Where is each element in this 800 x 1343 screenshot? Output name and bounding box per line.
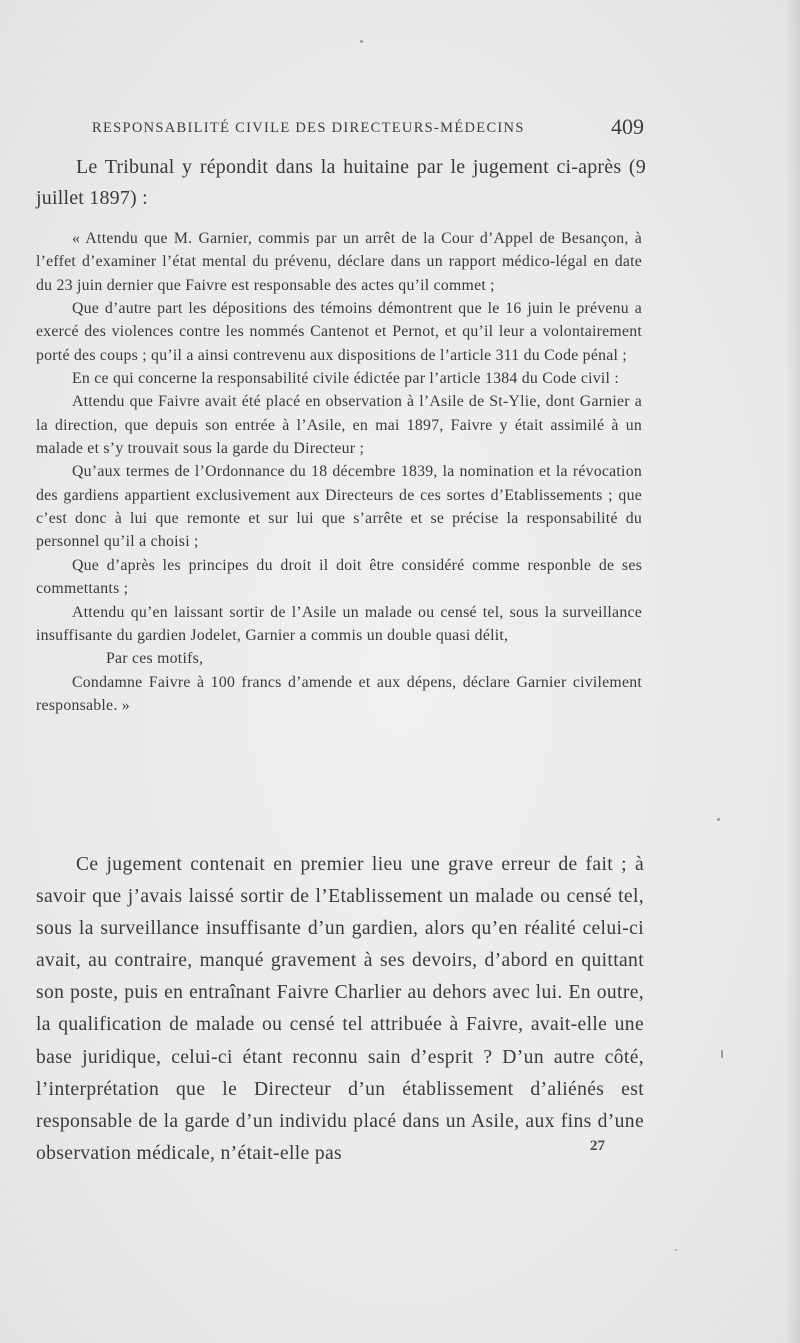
page-edge-shadow [786, 0, 800, 1343]
quote-paragraph: Que d’après les principes du droit il doit être considéré comme responble de ses commettants ; [36, 556, 642, 598]
quote-paragraph: Attendu que Faivre avait été placé en observation à l’Asile de St-Ylie, dont Garnier a la direction, que depuis son entrée à l’Asile, en mai 1897, Faivre y était assimilé à un malade et s’y trouvait sous la garde du Directeur ; [36, 393, 642, 458]
paper-speck [360, 40, 363, 43]
quote-paragraph: Qu’aux termes de l’Ordonnance du 18 décembre 1839, la nomination et la révocation des gardiens appartient exclusivement aux Directeurs de ces sortes d’Etablissements ; que c’est donc à lui que remonte et sur lui que s’arrête et se précise la responsabilité du personnel qu’il a choisi ; [36, 463, 642, 551]
intro-paragraph: Le Tribunal y répondit dans la huitaine par le jugement ci-après (9 juillet 1897) : [36, 156, 646, 209]
paper-speck [675, 1249, 677, 1251]
running-title: RESPONSABILITÉ CIVILE DES DIRECTEURS-MÉDECINS [92, 120, 525, 136]
quote-paragraph: Attendu qu’en laissant sortir de l’Asile un malade ou censé tel, sous la surveillance insuffisante du gardien Jodelet, Garnier a commis un double quasi délit, [36, 603, 642, 644]
main-paragraph: Ce jugement contenait en premier lieu une grave erreur de fait ; à savoir que j’avais laissé sortir de l’Etablissement un malade ou censé tel, sous la surveillance insuffisante d’un gardien, alors qu’en réalité celui-ci avait, au contraire, manqué gravement à ses devoirs, d’abord en quittant son poste, puis en entraînant Faivre Charlier au dehors avec lui. En outre, la qualification de malade ou censé tel attribuée à Faivre, avait-elle une base juridique, celui-ci étant reconnu sain d’esprit ? D’un autre côté, l’interprétation que le Directeur d’un établissement d’aliénés est responsable de la garde d’un individu placé dans un Asile, aux fins d’une observation médicale, n’était-elle pas [36, 854, 644, 1164]
running-head [92, 116, 652, 144]
quote-paragraph: « Attendu que M. Garnier, commis par un arrêt de la Cour d’Appel de Besançon, à l’effet d’examiner l’état mental du prévenu, déclare dans un rapport médico-légal en date du 23 juin dernier que Faivre est responsable des actes qu’il commet ; [36, 230, 642, 294]
quote-motifs: Par ces motifs, [106, 650, 204, 668]
paper-speck [717, 818, 720, 821]
judgment-quote [36, 227, 642, 717]
paper-speck [721, 1050, 723, 1058]
signature-mark: 27 [590, 1138, 605, 1154]
page-number: 409 [611, 114, 644, 139]
quote-paragraph: Que d’autre part les dépositions des témoins démontrent que le 16 juin le prévenu a exercé des violences contre les nommés Cantenot et Pernot, et qu’il leur a volontairement porté des coups ; qu’il a ainsi contrevenu aux dispositions de l’article 311 du Code pénal ; [36, 300, 642, 364]
quote-conclusion: Condamne Faivre à 100 francs d’amende et aux dépens, déclare Garnier civilement responsable. » [36, 673, 642, 714]
quote-paragraph: En ce qui concerne la responsabilité civile édictée par l’article 1384 du Code civil : [72, 370, 619, 388]
